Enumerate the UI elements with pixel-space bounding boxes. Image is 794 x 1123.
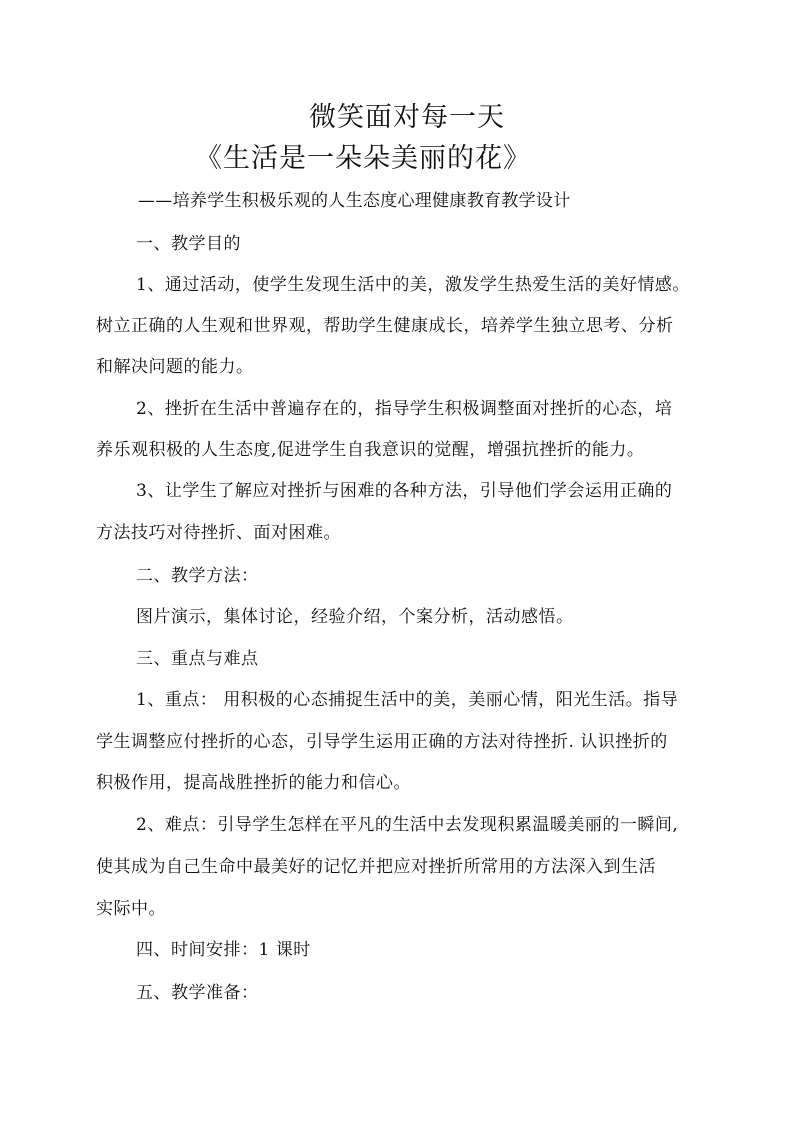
paragraph-line: 学生调整应付挫折的心态，引导学生运用正确的方法对待挫折. 认识挫折的	[96, 732, 668, 752]
section-heading-time: 四、时间安排：1 课时	[136, 940, 311, 960]
paragraph-line: 方法技巧对待挫折、面对困难。	[96, 523, 341, 543]
paragraph-line: 树立正确的人生观和世界观，帮助学生健康成长，培养学生独立思考、分析	[96, 316, 674, 336]
paragraph-line: 2、挫折在生活中普遍存在的，指导学生积极调整面对挫折的心态，培	[136, 399, 673, 419]
paragraph-line: 1、通过活动，使学生发现生活中的美，激发学生热爱生活的美好情感。	[136, 275, 690, 295]
paragraph-line: 3、让学生了解应对挫折与困难的各种方法，引导他们学会运用正确的	[136, 481, 673, 501]
paragraph-line: 2、难点：引导学生怎样在平凡的生活中去发现积累温暖美丽的一瞬间,	[136, 815, 679, 835]
paragraph-line: 和解决问题的能力。	[96, 357, 254, 377]
paragraph-line: 实际中。	[96, 899, 166, 919]
section-heading-key-points: 三、重点与难点	[136, 649, 259, 669]
paragraph-line: 使其成为自己生命中最美好的记忆并把应对挫折所常用的方法深入到生活	[96, 857, 656, 877]
section-heading-methods: 二、教学方法：	[136, 566, 259, 586]
paragraph-line: 积极作用，提高战胜挫折的能力和信心。	[96, 773, 411, 793]
document-title: 微笑面对每一天	[309, 102, 505, 133]
document-subtitle: ——培养学生积极乐观的人生态度心理健康教育教学设计	[138, 191, 571, 211]
section-heading-goals: 一、教学目的	[136, 234, 241, 254]
section-heading-preparation: 五、教学准备：	[136, 983, 259, 1003]
document-title-sub: 《生活是一朵朵美丽的花》	[195, 143, 531, 174]
paragraph-line: 养乐观积极的人生态度,促进学生自我意识的觉醒，增强抗挫折的能力。	[96, 440, 645, 460]
paragraph-line: 1、重点： 用积极的心态捕捉生活中的美，美丽心情，阳光生活。指导	[136, 690, 679, 710]
paragraph-line: 图片演示，集体讨论，经验介绍，个案分析，活动感悟。	[136, 607, 574, 627]
